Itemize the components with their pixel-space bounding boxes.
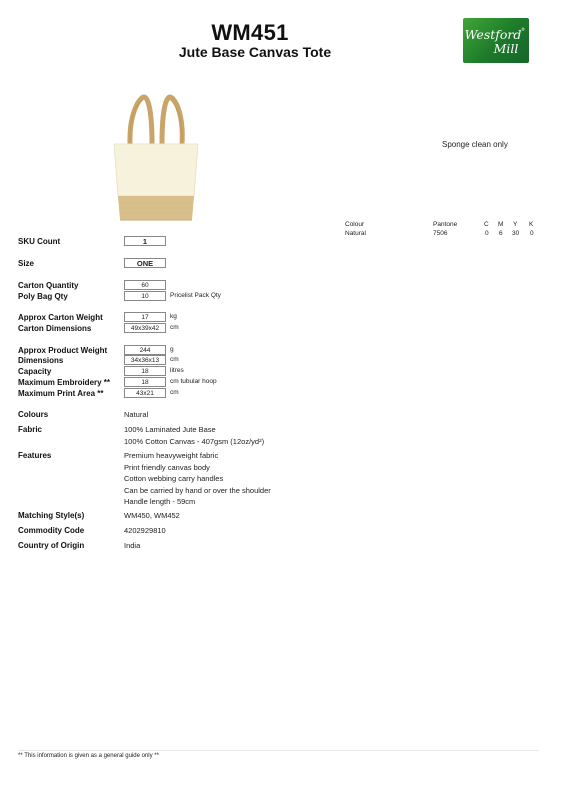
colour-row-colour: Natural (345, 230, 366, 237)
westford-mill-logo-icon (463, 18, 529, 63)
poly-bag-qty-label: Poly Bag Qty (18, 292, 68, 301)
fabric-lines (124, 425, 264, 448)
product-code: WM451 (211, 20, 289, 45)
dimensions-unit: cm (170, 356, 179, 363)
commodity-code-value: 4202929810 (124, 526, 166, 535)
brand-logo (463, 18, 529, 63)
poly-bag-qty-value: 10 (124, 291, 166, 301)
footer-divider (18, 750, 538, 751)
features-label: Features (18, 451, 52, 460)
max-print-area-value: 43x21 (124, 388, 166, 398)
max-embroidery-value: 18 (124, 377, 166, 387)
feature-line: Cotton webbing carry handles (124, 474, 224, 483)
fabric-label: Fabric (18, 425, 43, 434)
carton-weight-value: 17 (124, 312, 166, 322)
colour-row-c: 0 (485, 230, 489, 237)
colours-value: Natural (124, 410, 149, 419)
capacity-unit: litres (170, 367, 184, 374)
carton-dimensions-value: 49x39x42 (124, 323, 166, 333)
dimensions-value: 34x36x13 (124, 355, 166, 365)
commodity-code-label: Commodity Code (18, 526, 85, 535)
poly-bag-qty-note: Pricelist Pack Qty (170, 292, 221, 299)
capacity-label: Capacity (18, 367, 52, 376)
footer-note: ** This information is given as a general guide only ** (18, 753, 159, 759)
colour-row-y: 30 (512, 230, 520, 237)
fabric-line: 100% Cotton Canvas - 407gsm (12oz/yd²) (124, 436, 265, 446)
matching-styles-value: WM450, WM452 (124, 511, 180, 520)
colour-table-header-c: C (484, 221, 489, 228)
carton-quantity-value: 60 (124, 280, 166, 290)
fabric-line: 100% Laminated Jute Base (124, 425, 216, 434)
colour-table-header-k: K (529, 221, 534, 228)
colour-table-header-m: M (498, 221, 504, 228)
max-embroidery-label: Maximum Embroidery ** (18, 378, 111, 387)
brand-logo-registered: ® (521, 27, 525, 32)
carton-dimensions-label: Carton Dimensions (18, 324, 92, 333)
dimensions-label: Dimensions (18, 356, 64, 365)
capacity-value: 18 (124, 366, 166, 376)
sku-count-label: SKU Count (18, 237, 61, 246)
brand-logo-word-1: Westford (464, 27, 522, 42)
feature-line: Print friendly canvas body (124, 462, 210, 472)
size-value: ONE (124, 258, 166, 268)
max-print-area-label: Maximum Print Area ** (18, 389, 104, 398)
colours-label: Colours (18, 410, 49, 419)
product-weight-value: 244 (124, 345, 166, 355)
size-label: Size (18, 259, 35, 268)
product-name: Jute Base Canvas Tote (178, 44, 332, 60)
carton-dimensions-unit: cm (170, 324, 179, 331)
feature-line: Can be carried by hand or over the shoulder (124, 485, 271, 495)
carton-quantity-label: Carton Quantity (18, 281, 79, 290)
colour-row-m: 6 (499, 230, 503, 237)
product-weight-unit: g (170, 346, 174, 353)
care-instructions: Sponge clean only (442, 140, 508, 149)
max-embroidery-unit: cm tubular hoop (170, 378, 217, 385)
sku-count-value: 1 (124, 236, 166, 246)
colour-table-header-pantone: Pantone (433, 221, 458, 228)
colour-table-header-y: Y (513, 221, 518, 228)
matching-styles-label: Matching Style(s) (18, 511, 85, 520)
product-weight-label: Approx Product Weight (18, 346, 108, 355)
colour-table-header-colour: Colour (345, 221, 365, 228)
country-of-origin-label: Country of Origin (18, 541, 85, 550)
carton-weight-label: Approx Carton Weight (18, 313, 103, 322)
product-image (106, 92, 206, 227)
brand-logo-word-2: Mill (493, 41, 519, 56)
feature-line: Premium heavyweight fabric (124, 451, 219, 460)
feature-line: Handle length - 59cm (124, 497, 196, 506)
carton-weight-unit: kg (170, 313, 177, 320)
max-print-area-unit: cm (170, 389, 179, 396)
features-lines (124, 451, 271, 509)
colour-row-pantone: 7506 (433, 230, 448, 237)
colour-row-k: 0 (530, 230, 534, 237)
tote-bag-photo-icon (106, 92, 206, 227)
country-of-origin-value: India (124, 541, 141, 550)
